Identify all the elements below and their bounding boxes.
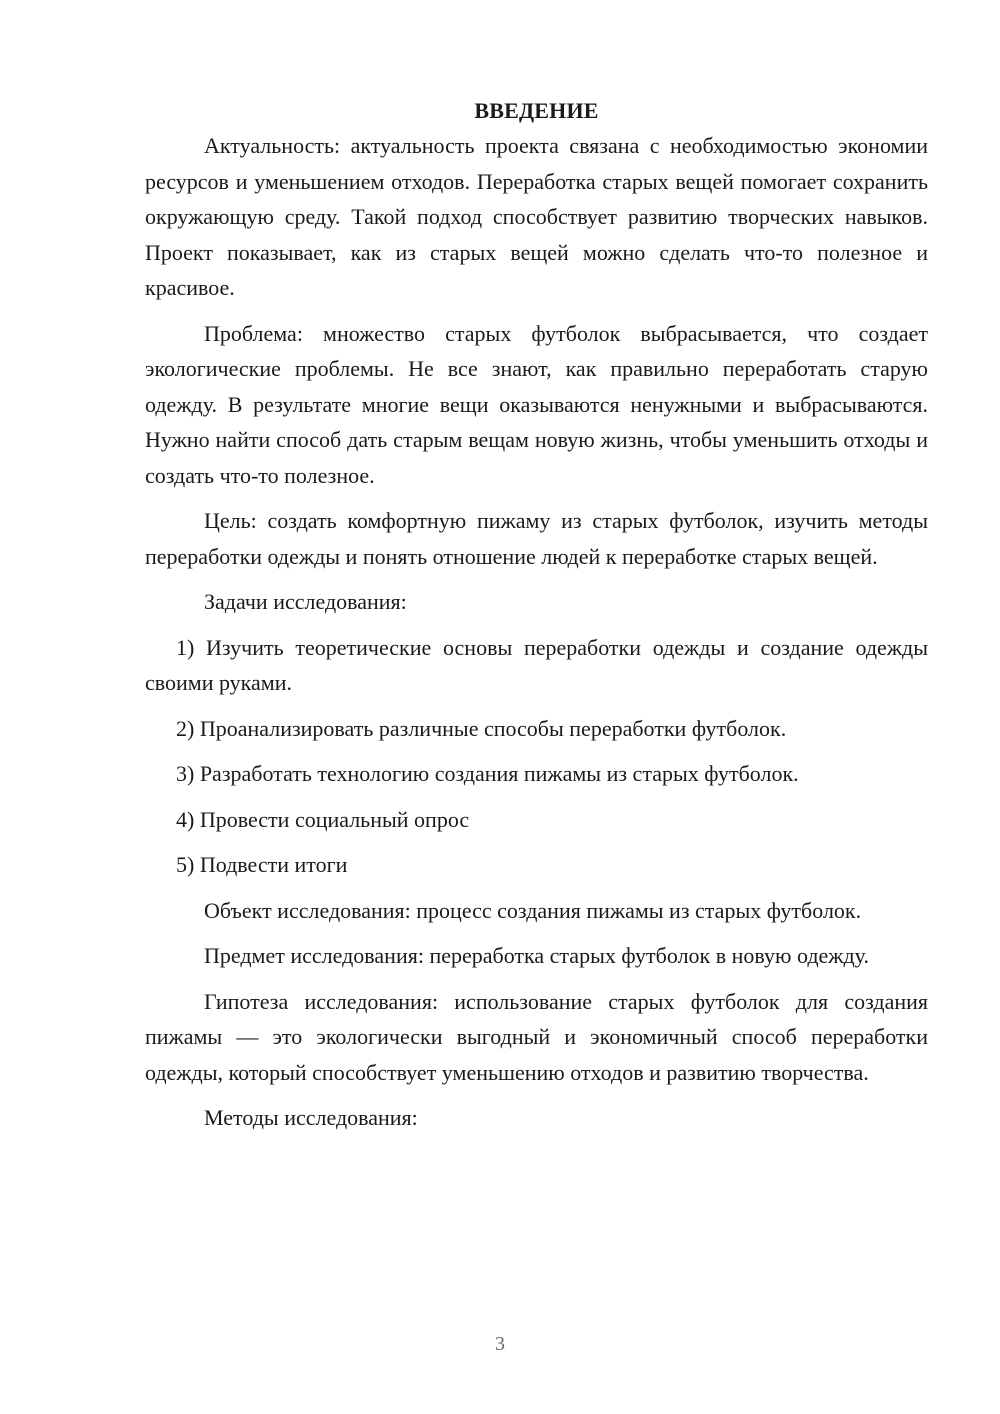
paragraph-methods-title: Методы исследования:	[204, 1105, 418, 1130]
page-number: 3	[495, 1333, 505, 1355]
paragraph-subject: Предмет исследования: переработка старых футболок в новую одежду.	[204, 943, 869, 968]
task-item-2: 2) Проанализировать различные способы переработки футболок.	[176, 715, 787, 741]
task-item-3: 3) Разработать технологию создания пижамы из старых футболок.	[176, 761, 799, 786]
section-heading: ВВЕДЕНИЕ	[474, 98, 599, 123]
page-body	[145, 94, 928, 1146]
paragraph-object: Объект исследования: процесс создания пижамы из старых футболок.	[204, 897, 862, 923]
paragraph-problem: Проблема: множество старых футболок выбрасывается, что создает экологические проблемы. Не все знают, как правильно переработать старую одежду. В результате многие вещи оказываются ненужными и выбрасываются. Нужно найти способ дать старым вещам новую жизнь, чтобы уменьшить отходы и создать что-то полезное.	[145, 320, 928, 488]
paragraph-goal: Цель: создать комфортную пижаму из старых футболок, изучить методы переработки одежды и понять отношение людей к переработке старых вещей.	[145, 508, 928, 569]
task-item-4: 4) Провести социальный опрос	[176, 806, 470, 832]
task-item-5: 5) Подвести итоги	[176, 852, 348, 877]
task-item-1: 1) Изучить теоретические основы переработки одежды и создание одежды своими руками.	[145, 634, 928, 695]
paragraph-hypothesis: Гипотеза исследования: использование старых футболок для создания пижамы — это экологически выгодный и экономичный способ переработки одежды, который способствует уменьшению отходов и развитию творчества.	[145, 988, 928, 1085]
paragraph-tasks-title: Задачи исследования:	[204, 589, 407, 614]
paragraph-relevance: Актуальность: актуальность проекта связана с необходимостью экономии ресурсов и уменьшением отходов. Переработка старых вещей помогает сохранить окружающую среду. Такой подход способствует развитию творческих навыков. Проект показывает, как из старых вещей можно сделать что-то полезное и красивое.	[145, 133, 928, 300]
